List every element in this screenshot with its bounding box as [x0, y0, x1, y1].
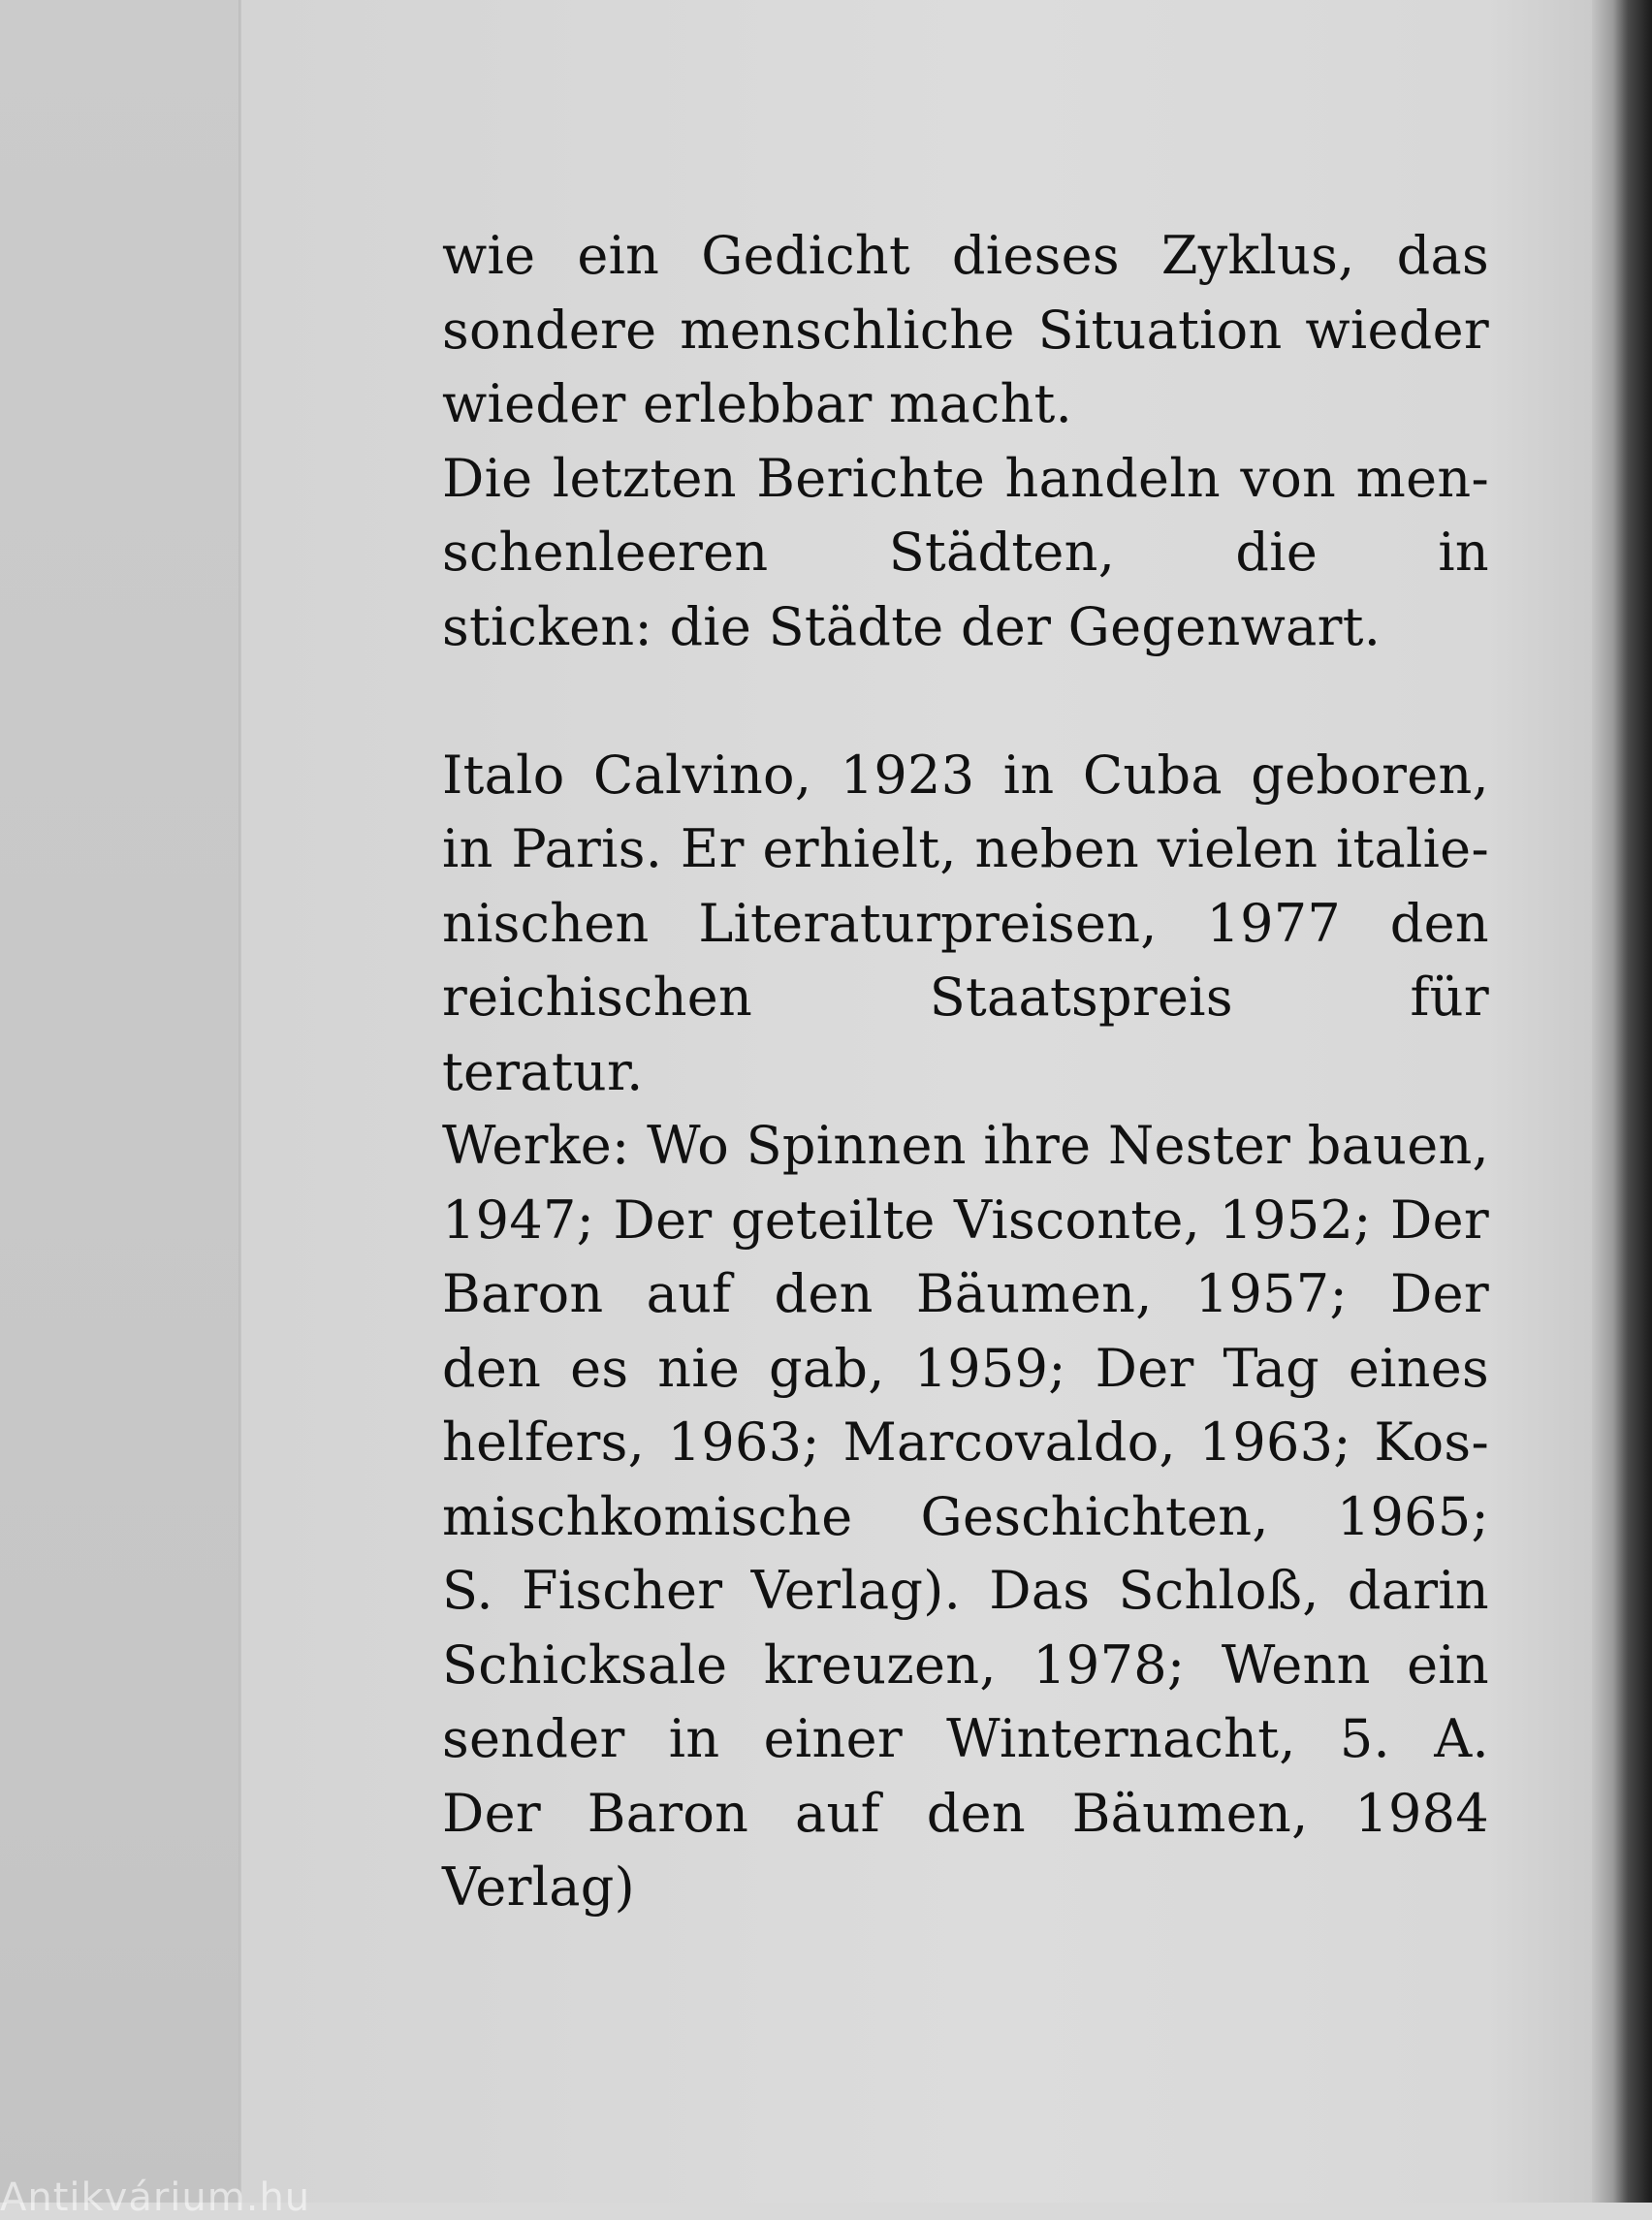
text-line: teratur. [442, 1040, 644, 1102]
text-line: sticken: die Städte der Gegenwart. [442, 595, 1382, 657]
text-line: Verlag) [442, 1856, 636, 1918]
text-line: mischkomische Geschichten, 1965; [442, 1485, 1489, 1547]
text-line: Der Baron auf den Bäumen, 1984 [442, 1782, 1489, 1844]
text-line: Schicksale kreuzen, 1978; Wenn ein [442, 1633, 1489, 1696]
text-line: 1947; Der geteilte Visconte, 1952; Der [442, 1189, 1489, 1251]
text-line: Baron auf den Bäumen, 1957; Der [442, 1263, 1489, 1324]
text-line: sondere menschliche Situation wieder [442, 299, 1489, 361]
text-line: Werke: Wo Spinnen ihre Nester bauen, [442, 1115, 1489, 1176]
book-edge-shadow [1592, 0, 1652, 2203]
facing-page-strip [0, 0, 238, 2203]
paragraph-works [442, 1109, 1489, 1925]
watermark: Antikvárium.hu [0, 2175, 311, 2220]
text-line: helfers, 1963; Marcovaldo, 1963; Kos- [442, 1411, 1489, 1473]
text-line: Die letzten Berichte handeln von men- [442, 447, 1489, 509]
page-text [442, 219, 1489, 1925]
text-line: Italo Calvino, 1923 in Cuba geboren, [442, 744, 1489, 806]
text-line: schenleeren Städten, die in [442, 522, 1489, 583]
paragraph-intro-end [442, 219, 1489, 442]
paragraph-last-reports [442, 442, 1489, 665]
text-line: wie ein Gedicht dieses Zyklus, das [442, 225, 1489, 286]
text-line: wieder erlebbar macht. [442, 373, 1073, 434]
text-line: den es nie gab, 1959; Der Tag eines [442, 1337, 1489, 1399]
text-line: nischen Literaturpreisen, 1977 den [442, 892, 1489, 954]
text-line: in Paris. Er erhielt, neben vielen italie- [442, 818, 1489, 879]
paragraph-gap [442, 664, 1489, 739]
page-fold [238, 0, 241, 2203]
text-line: sender in einer Winternacht, 5. A. [442, 1708, 1489, 1769]
text-line: S. Fischer Verlag). Das Schloß, darin [442, 1560, 1489, 1621]
paragraph-author-bio [442, 739, 1489, 1110]
text-line: reichischen Staatspreis für [442, 967, 1489, 1028]
